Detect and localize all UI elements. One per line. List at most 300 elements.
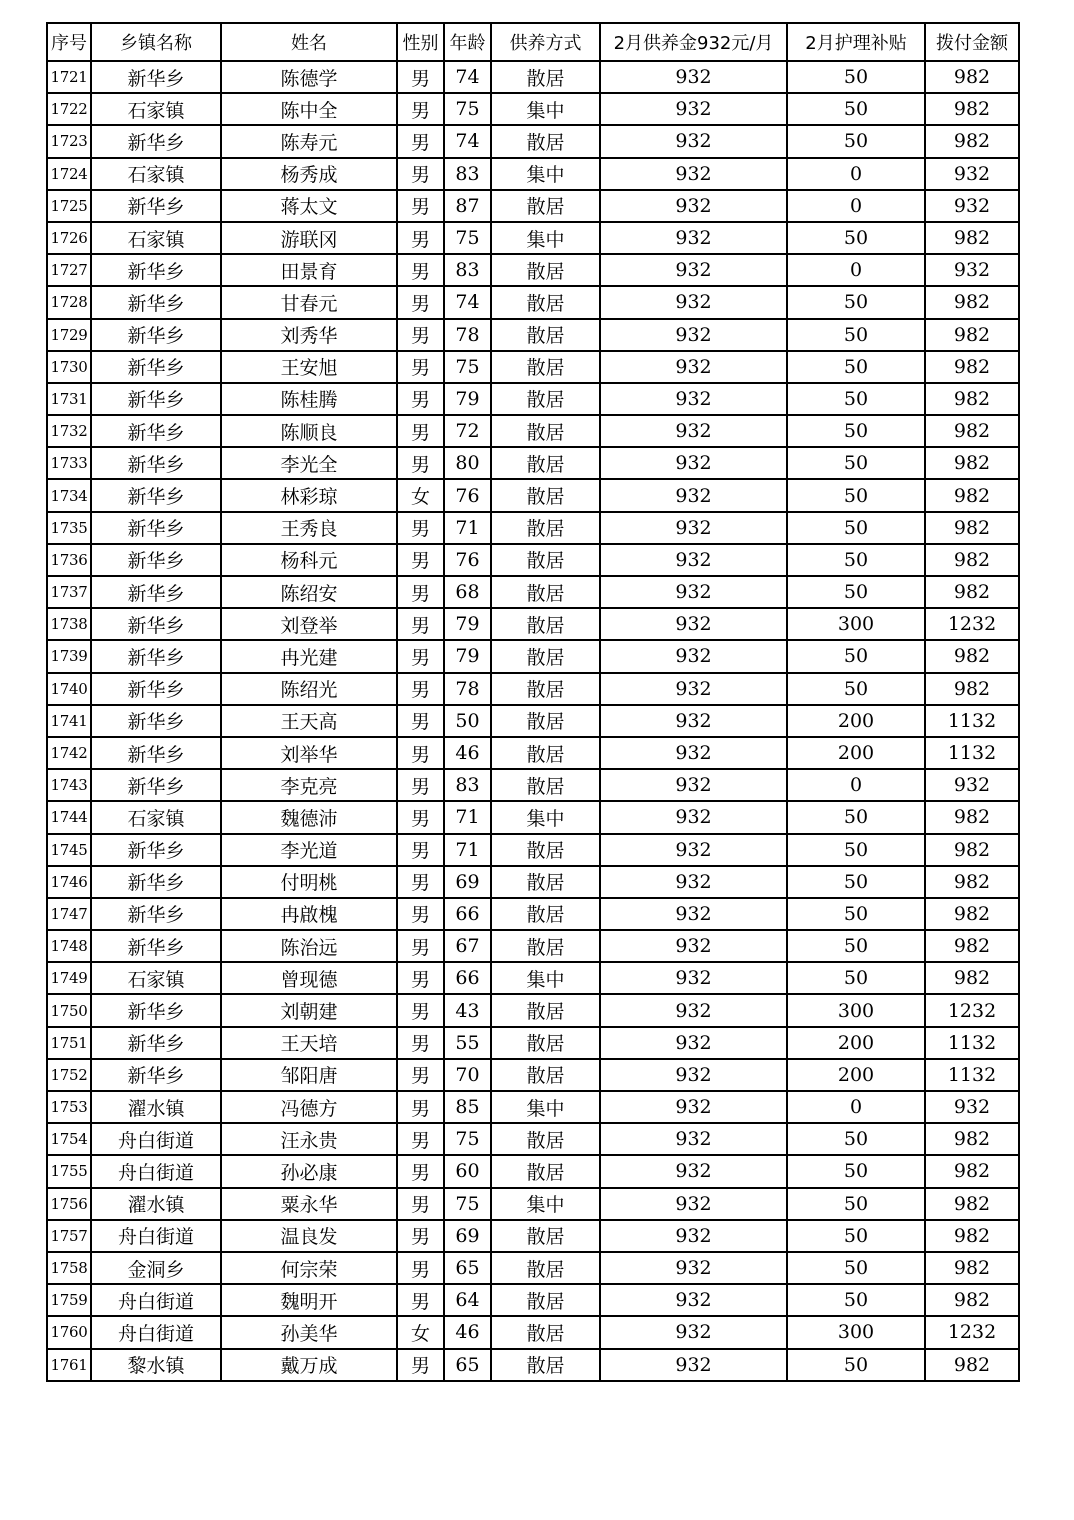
cell-gender: 男 xyxy=(397,93,444,125)
cell-care-subsidy: 50 xyxy=(787,1349,925,1381)
cell-seq: 1751 xyxy=(47,1027,91,1059)
cell-total-amount: 1232 xyxy=(925,1316,1019,1348)
cell-town: 新华乡 xyxy=(91,383,221,415)
cell-gender: 男 xyxy=(397,1091,444,1123)
cell-age: 66 xyxy=(444,898,491,930)
table-row xyxy=(47,576,1019,608)
table-row xyxy=(47,1155,1019,1187)
cell-seq: 1741 xyxy=(47,705,91,737)
cell-support-payment: 932 xyxy=(600,415,787,447)
cell-town: 濯水镇 xyxy=(91,1188,221,1220)
cell-seq: 1733 xyxy=(47,447,91,479)
cell-support-type: 集中 xyxy=(491,93,600,125)
cell-gender: 男 xyxy=(397,994,444,1026)
table-row xyxy=(47,1284,1019,1316)
cell-care-subsidy: 50 xyxy=(787,93,925,125)
cell-support-payment: 932 xyxy=(600,1123,787,1155)
cell-age: 83 xyxy=(444,158,491,190)
cell-support-payment: 932 xyxy=(600,158,787,190)
cell-care-subsidy: 50 xyxy=(787,1188,925,1220)
cell-total-amount: 982 xyxy=(925,1123,1019,1155)
cell-seq: 1727 xyxy=(47,254,91,286)
cell-name: 邹阳唐 xyxy=(221,1059,397,1091)
cell-total-amount: 982 xyxy=(925,1188,1019,1220)
cell-age: 83 xyxy=(444,254,491,286)
cell-total-amount: 982 xyxy=(925,93,1019,125)
cell-name: 王天培 xyxy=(221,1027,397,1059)
cell-name: 粟永华 xyxy=(221,1188,397,1220)
cell-support-type: 散居 xyxy=(491,737,600,769)
cell-care-subsidy: 50 xyxy=(787,930,925,962)
cell-name: 付明桃 xyxy=(221,866,397,898)
cell-support-payment: 932 xyxy=(600,1284,787,1316)
cell-age: 75 xyxy=(444,351,491,383)
cell-care-subsidy: 0 xyxy=(787,158,925,190)
cell-care-subsidy: 0 xyxy=(787,254,925,286)
cell-town: 新华乡 xyxy=(91,898,221,930)
cell-support-type: 集中 xyxy=(491,962,600,994)
cell-seq: 1738 xyxy=(47,608,91,640)
cell-support-payment: 932 xyxy=(600,640,787,672)
cell-name: 陈绍安 xyxy=(221,576,397,608)
cell-care-subsidy: 200 xyxy=(787,737,925,769)
header-name: 姓名 xyxy=(221,23,397,61)
cell-gender: 男 xyxy=(397,834,444,866)
cell-town: 新华乡 xyxy=(91,125,221,157)
cell-seq: 1722 xyxy=(47,93,91,125)
cell-seq: 1757 xyxy=(47,1220,91,1252)
cell-total-amount: 982 xyxy=(925,962,1019,994)
table-row xyxy=(47,994,1019,1026)
table-row xyxy=(47,834,1019,866)
cell-care-subsidy: 50 xyxy=(787,512,925,544)
cell-support-payment: 932 xyxy=(600,1316,787,1348)
cell-seq: 1749 xyxy=(47,962,91,994)
cell-name: 温良发 xyxy=(221,1220,397,1252)
cell-name: 冉啟槐 xyxy=(221,898,397,930)
cell-seq: 1735 xyxy=(47,512,91,544)
cell-seq: 1723 xyxy=(47,125,91,157)
cell-support-payment: 932 xyxy=(600,351,787,383)
cell-support-type: 散居 xyxy=(491,286,600,318)
cell-support-payment: 932 xyxy=(600,125,787,157)
cell-support-payment: 932 xyxy=(600,286,787,318)
table-row xyxy=(47,125,1019,157)
cell-age: 78 xyxy=(444,319,491,351)
header-support-type: 供养方式 xyxy=(491,23,600,61)
cell-support-payment: 932 xyxy=(600,930,787,962)
cell-support-payment: 932 xyxy=(600,866,787,898)
cell-total-amount: 982 xyxy=(925,1349,1019,1381)
cell-total-amount: 982 xyxy=(925,447,1019,479)
table-row xyxy=(47,512,1019,544)
cell-gender: 男 xyxy=(397,158,444,190)
table-row xyxy=(47,866,1019,898)
cell-gender: 男 xyxy=(397,673,444,705)
table-row xyxy=(47,1123,1019,1155)
table-row xyxy=(47,447,1019,479)
cell-town: 舟白街道 xyxy=(91,1155,221,1187)
cell-total-amount: 982 xyxy=(925,640,1019,672)
cell-support-type: 散居 xyxy=(491,479,600,511)
cell-support-payment: 932 xyxy=(600,1220,787,1252)
cell-care-subsidy: 50 xyxy=(787,222,925,254)
cell-town: 新华乡 xyxy=(91,415,221,447)
cell-total-amount: 982 xyxy=(925,1284,1019,1316)
cell-town: 石家镇 xyxy=(91,158,221,190)
cell-support-payment: 932 xyxy=(600,1188,787,1220)
cell-age: 74 xyxy=(444,61,491,93)
cell-support-type: 散居 xyxy=(491,576,600,608)
cell-care-subsidy: 50 xyxy=(787,1252,925,1284)
table-row xyxy=(47,479,1019,511)
cell-support-payment: 932 xyxy=(600,1349,787,1381)
cell-gender: 男 xyxy=(397,1027,444,1059)
cell-care-subsidy: 50 xyxy=(787,1284,925,1316)
cell-town: 新华乡 xyxy=(91,1027,221,1059)
cell-care-subsidy: 200 xyxy=(787,1059,925,1091)
cell-town: 新华乡 xyxy=(91,576,221,608)
cell-total-amount: 982 xyxy=(925,801,1019,833)
cell-seq: 1736 xyxy=(47,544,91,576)
cell-name: 何宗荣 xyxy=(221,1252,397,1284)
cell-seq: 1730 xyxy=(47,351,91,383)
table-row xyxy=(47,1316,1019,1348)
cell-total-amount: 932 xyxy=(925,158,1019,190)
cell-support-type: 散居 xyxy=(491,351,600,383)
cell-name: 王秀良 xyxy=(221,512,397,544)
cell-total-amount: 982 xyxy=(925,512,1019,544)
cell-care-subsidy: 50 xyxy=(787,1220,925,1252)
cell-town: 新华乡 xyxy=(91,866,221,898)
cell-care-subsidy: 50 xyxy=(787,415,925,447)
table-row xyxy=(47,962,1019,994)
cell-seq: 1728 xyxy=(47,286,91,318)
cell-gender: 男 xyxy=(397,254,444,286)
cell-seq: 1721 xyxy=(47,61,91,93)
cell-age: 50 xyxy=(444,705,491,737)
cell-seq: 1724 xyxy=(47,158,91,190)
cell-support-type: 散居 xyxy=(491,1284,600,1316)
cell-total-amount: 982 xyxy=(925,351,1019,383)
cell-support-type: 集中 xyxy=(491,1091,600,1123)
cell-name: 刘秀华 xyxy=(221,319,397,351)
cell-support-type: 散居 xyxy=(491,673,600,705)
cell-support-payment: 932 xyxy=(600,254,787,286)
cell-support-payment: 932 xyxy=(600,834,787,866)
cell-support-type: 散居 xyxy=(491,1252,600,1284)
cell-support-payment: 932 xyxy=(600,1252,787,1284)
cell-total-amount: 1132 xyxy=(925,705,1019,737)
cell-care-subsidy: 50 xyxy=(787,866,925,898)
cell-care-subsidy: 50 xyxy=(787,383,925,415)
cell-gender: 男 xyxy=(397,1188,444,1220)
cell-gender: 男 xyxy=(397,1059,444,1091)
cell-name: 魏明开 xyxy=(221,1284,397,1316)
cell-seq: 1753 xyxy=(47,1091,91,1123)
cell-age: 74 xyxy=(444,125,491,157)
cell-support-payment: 932 xyxy=(600,898,787,930)
table-row xyxy=(47,1091,1019,1123)
cell-support-payment: 932 xyxy=(600,801,787,833)
cell-seq: 1747 xyxy=(47,898,91,930)
cell-total-amount: 932 xyxy=(925,254,1019,286)
cell-total-amount: 982 xyxy=(925,415,1019,447)
cell-town: 濯水镇 xyxy=(91,1091,221,1123)
cell-support-payment: 932 xyxy=(600,962,787,994)
cell-gender: 男 xyxy=(397,512,444,544)
table-row xyxy=(47,608,1019,640)
cell-age: 55 xyxy=(444,1027,491,1059)
cell-town: 舟白街道 xyxy=(91,1123,221,1155)
cell-town: 新华乡 xyxy=(91,512,221,544)
cell-support-type: 散居 xyxy=(491,640,600,672)
cell-support-type: 散居 xyxy=(491,1027,600,1059)
cell-seq: 1745 xyxy=(47,834,91,866)
table-row xyxy=(47,705,1019,737)
cell-care-subsidy: 50 xyxy=(787,834,925,866)
cell-support-payment: 932 xyxy=(600,673,787,705)
cell-care-subsidy: 300 xyxy=(787,994,925,1026)
cell-name: 刘登举 xyxy=(221,608,397,640)
cell-town: 舟白街道 xyxy=(91,1220,221,1252)
cell-support-payment: 932 xyxy=(600,576,787,608)
cell-total-amount: 982 xyxy=(925,383,1019,415)
cell-total-amount: 1132 xyxy=(925,737,1019,769)
cell-name: 刘举华 xyxy=(221,737,397,769)
cell-town: 金洞乡 xyxy=(91,1252,221,1284)
cell-total-amount: 982 xyxy=(925,834,1019,866)
cell-name: 冉光建 xyxy=(221,640,397,672)
cell-support-type: 散居 xyxy=(491,190,600,222)
cell-support-payment: 932 xyxy=(600,608,787,640)
cell-seq: 1758 xyxy=(47,1252,91,1284)
cell-town: 新华乡 xyxy=(91,737,221,769)
cell-name: 杨科元 xyxy=(221,544,397,576)
cell-support-type: 散居 xyxy=(491,512,600,544)
cell-care-subsidy: 50 xyxy=(787,1123,925,1155)
header-total-amount: 拨付金额 xyxy=(925,23,1019,61)
cell-care-subsidy: 50 xyxy=(787,673,925,705)
cell-age: 72 xyxy=(444,415,491,447)
cell-care-subsidy: 50 xyxy=(787,962,925,994)
cell-name: 林彩琼 xyxy=(221,479,397,511)
cell-support-payment: 932 xyxy=(600,93,787,125)
cell-name: 杨秀成 xyxy=(221,158,397,190)
cell-support-payment: 932 xyxy=(600,61,787,93)
cell-name: 魏德沛 xyxy=(221,801,397,833)
cell-town: 新华乡 xyxy=(91,673,221,705)
table-row xyxy=(47,158,1019,190)
table-row xyxy=(47,898,1019,930)
table-row xyxy=(47,286,1019,318)
cell-care-subsidy: 300 xyxy=(787,1316,925,1348)
cell-support-payment: 932 xyxy=(600,383,787,415)
cell-support-type: 散居 xyxy=(491,383,600,415)
cell-gender: 男 xyxy=(397,190,444,222)
cell-town: 新华乡 xyxy=(91,834,221,866)
header-age: 年龄 xyxy=(444,23,491,61)
cell-seq: 1725 xyxy=(47,190,91,222)
cell-town: 新华乡 xyxy=(91,190,221,222)
cell-town: 石家镇 xyxy=(91,962,221,994)
table-row xyxy=(47,1188,1019,1220)
cell-support-payment: 932 xyxy=(600,190,787,222)
cell-seq: 1739 xyxy=(47,640,91,672)
cell-seq: 1734 xyxy=(47,479,91,511)
cell-total-amount: 982 xyxy=(925,673,1019,705)
header-row xyxy=(47,23,1019,61)
cell-age: 69 xyxy=(444,1220,491,1252)
cell-support-payment: 932 xyxy=(600,447,787,479)
cell-gender: 男 xyxy=(397,1349,444,1381)
cell-support-type: 散居 xyxy=(491,61,600,93)
cell-care-subsidy: 50 xyxy=(787,479,925,511)
cell-seq: 1744 xyxy=(47,801,91,833)
cell-care-subsidy: 50 xyxy=(787,576,925,608)
cell-seq: 1755 xyxy=(47,1155,91,1187)
cell-care-subsidy: 50 xyxy=(787,898,925,930)
table-row xyxy=(47,254,1019,286)
cell-total-amount: 982 xyxy=(925,866,1019,898)
cell-age: 79 xyxy=(444,640,491,672)
table-row xyxy=(47,640,1019,672)
cell-town: 新华乡 xyxy=(91,61,221,93)
cell-care-subsidy: 50 xyxy=(787,125,925,157)
cell-town: 新华乡 xyxy=(91,479,221,511)
cell-age: 65 xyxy=(444,1349,491,1381)
cell-total-amount: 982 xyxy=(925,544,1019,576)
table-row xyxy=(47,222,1019,254)
cell-gender: 男 xyxy=(397,447,444,479)
cell-age: 75 xyxy=(444,93,491,125)
cell-support-payment: 932 xyxy=(600,705,787,737)
table-row xyxy=(47,415,1019,447)
cell-town: 舟白街道 xyxy=(91,1284,221,1316)
cell-seq: 1746 xyxy=(47,866,91,898)
cell-town: 新华乡 xyxy=(91,286,221,318)
cell-support-type: 集中 xyxy=(491,801,600,833)
cell-total-amount: 932 xyxy=(925,190,1019,222)
cell-total-amount: 982 xyxy=(925,286,1019,318)
cell-town: 新华乡 xyxy=(91,640,221,672)
cell-gender: 男 xyxy=(397,125,444,157)
cell-name: 陈绍光 xyxy=(221,673,397,705)
cell-total-amount: 1232 xyxy=(925,608,1019,640)
cell-gender: 男 xyxy=(397,1284,444,1316)
cell-gender: 女 xyxy=(397,1316,444,1348)
cell-seq: 1732 xyxy=(47,415,91,447)
cell-name: 田景育 xyxy=(221,254,397,286)
cell-gender: 男 xyxy=(397,576,444,608)
cell-gender: 女 xyxy=(397,479,444,511)
cell-support-type: 散居 xyxy=(491,544,600,576)
cell-support-payment: 932 xyxy=(600,737,787,769)
cell-care-subsidy: 50 xyxy=(787,544,925,576)
cell-gender: 男 xyxy=(397,286,444,318)
cell-name: 李光道 xyxy=(221,834,397,866)
cell-age: 69 xyxy=(444,866,491,898)
cell-support-payment: 932 xyxy=(600,512,787,544)
header-care-subsidy: 2月护理补贴 xyxy=(787,23,925,61)
cell-support-type: 散居 xyxy=(491,125,600,157)
cell-name: 陈治远 xyxy=(221,930,397,962)
cell-age: 79 xyxy=(444,383,491,415)
cell-seq: 1761 xyxy=(47,1349,91,1381)
table-row xyxy=(47,544,1019,576)
cell-total-amount: 982 xyxy=(925,1155,1019,1187)
table-row xyxy=(47,801,1019,833)
cell-age: 71 xyxy=(444,512,491,544)
cell-total-amount: 982 xyxy=(925,1252,1019,1284)
table-row xyxy=(47,1349,1019,1381)
cell-gender: 男 xyxy=(397,1155,444,1187)
cell-total-amount: 1132 xyxy=(925,1059,1019,1091)
cell-town: 新华乡 xyxy=(91,930,221,962)
cell-support-type: 散居 xyxy=(491,254,600,286)
table-row xyxy=(47,930,1019,962)
cell-gender: 男 xyxy=(397,962,444,994)
table-row xyxy=(47,1252,1019,1284)
cell-seq: 1729 xyxy=(47,319,91,351)
cell-support-type: 散居 xyxy=(491,447,600,479)
cell-support-type: 散居 xyxy=(491,866,600,898)
cell-age: 75 xyxy=(444,1123,491,1155)
cell-town: 新华乡 xyxy=(91,608,221,640)
cell-support-type: 散居 xyxy=(491,834,600,866)
cell-seq: 1740 xyxy=(47,673,91,705)
cell-care-subsidy: 50 xyxy=(787,61,925,93)
cell-name: 陈德学 xyxy=(221,61,397,93)
table-row xyxy=(47,93,1019,125)
cell-town: 石家镇 xyxy=(91,801,221,833)
cell-total-amount: 982 xyxy=(925,1220,1019,1252)
cell-age: 60 xyxy=(444,1155,491,1187)
cell-seq: 1743 xyxy=(47,769,91,801)
cell-gender: 男 xyxy=(397,930,444,962)
cell-support-type: 散居 xyxy=(491,930,600,962)
header-seq: 序号 xyxy=(47,23,91,61)
cell-seq: 1754 xyxy=(47,1123,91,1155)
cell-care-subsidy: 50 xyxy=(787,1155,925,1187)
cell-support-type: 散居 xyxy=(491,994,600,1026)
cell-total-amount: 982 xyxy=(925,319,1019,351)
cell-name: 孙必康 xyxy=(221,1155,397,1187)
table-row xyxy=(47,769,1019,801)
cell-age: 67 xyxy=(444,930,491,962)
table-row xyxy=(47,1220,1019,1252)
cell-name: 冯德方 xyxy=(221,1091,397,1123)
cell-gender: 男 xyxy=(397,737,444,769)
cell-age: 71 xyxy=(444,834,491,866)
cell-care-subsidy: 200 xyxy=(787,1027,925,1059)
cell-age: 87 xyxy=(444,190,491,222)
cell-total-amount: 982 xyxy=(925,898,1019,930)
cell-name: 陈顺良 xyxy=(221,415,397,447)
cell-support-payment: 932 xyxy=(600,994,787,1026)
cell-age: 65 xyxy=(444,1252,491,1284)
table-row xyxy=(47,319,1019,351)
cell-support-type: 散居 xyxy=(491,769,600,801)
cell-total-amount: 982 xyxy=(925,61,1019,93)
cell-support-payment: 932 xyxy=(600,544,787,576)
cell-gender: 男 xyxy=(397,61,444,93)
cell-support-type: 集中 xyxy=(491,222,600,254)
cell-town: 石家镇 xyxy=(91,222,221,254)
cell-care-subsidy: 0 xyxy=(787,769,925,801)
table-row xyxy=(47,737,1019,769)
cell-gender: 男 xyxy=(397,544,444,576)
